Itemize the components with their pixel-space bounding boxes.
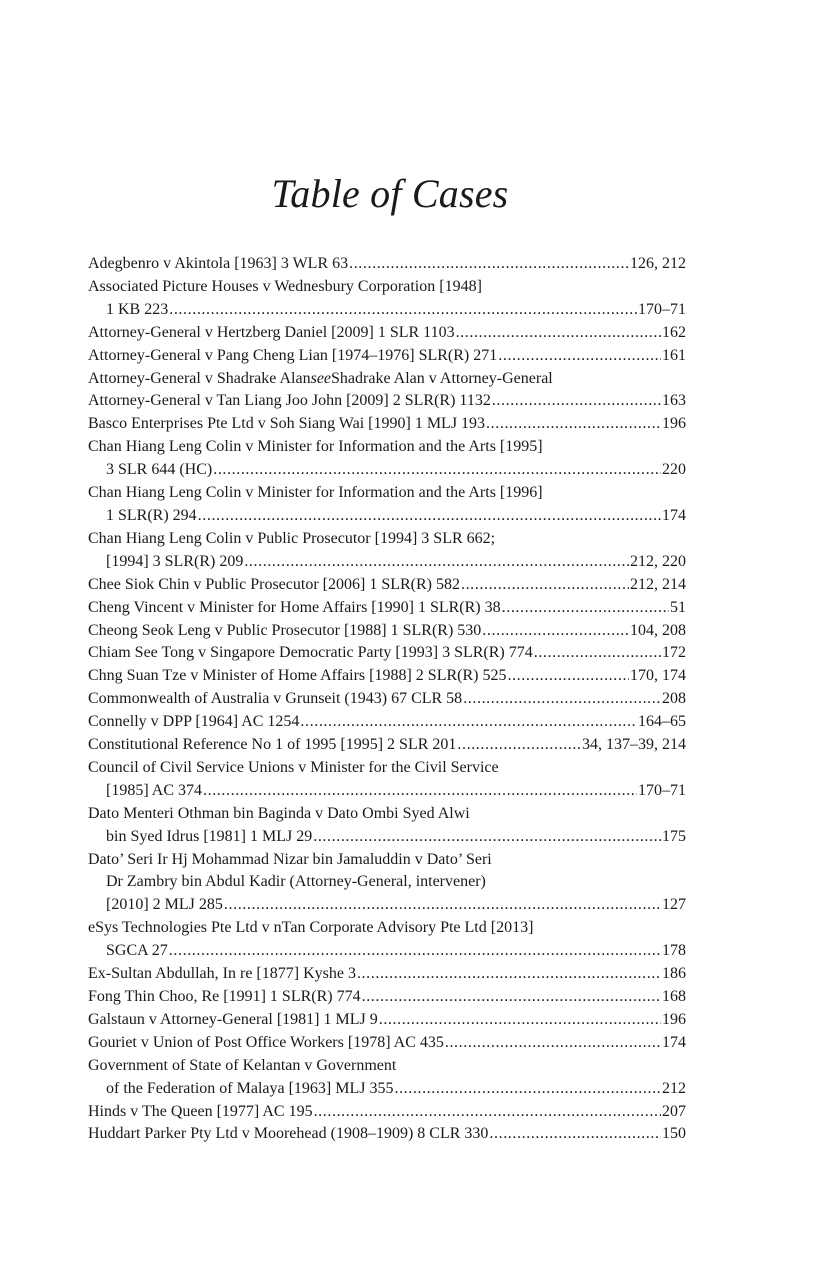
dot-leader	[224, 894, 661, 917]
case-citation-text: Constitutional Reference No 1 of 1995 [1995] 2 SLR 201	[88, 736, 457, 754]
case-citation-line	[88, 413, 686, 436]
case-entry	[88, 688, 686, 711]
case-entry	[88, 620, 686, 643]
case-entry	[88, 574, 686, 597]
case-citation-continuation	[88, 551, 686, 574]
case-citation-line	[88, 711, 686, 734]
page-references: 51	[670, 598, 686, 616]
case-citation-continuation	[88, 299, 686, 322]
case-citation-text: 3 SLR 644 (HC)	[106, 461, 213, 479]
case-entry	[88, 986, 686, 1009]
case-entry	[88, 963, 686, 986]
case-citation-continuation	[88, 871, 686, 894]
case-citation-line	[88, 734, 686, 757]
case-citation-continuation	[88, 826, 686, 849]
case-entry	[88, 390, 686, 413]
page-references: 212	[662, 1079, 686, 1097]
case-citation-line	[88, 322, 686, 345]
see-reference-case: Shadrake Alan v Attorney-General	[331, 369, 553, 387]
case-citation-text: Commonwealth of Australia v Grunseit (1943) 67 CLR 58	[88, 690, 463, 708]
case-citation-text: Connelly v DPP [1964] AC 1254	[88, 713, 300, 731]
case-citation-line	[88, 688, 686, 711]
dot-leader	[314, 1101, 661, 1124]
case-citation-continuation	[88, 894, 686, 917]
page-references: 186	[662, 965, 686, 983]
table-of-cases	[88, 253, 686, 1146]
page-references: 196	[662, 1010, 686, 1028]
dot-leader	[461, 574, 629, 597]
case-entry	[88, 849, 686, 918]
case-entry	[88, 1055, 686, 1101]
case-citation-line	[88, 757, 686, 780]
case-citation-text: Dr Zambry bin Abdul Kadir (Attorney-General, intervener)	[106, 873, 486, 891]
case-citation-text: Adegbenro v Akintola [1963] 3 WLR 63	[88, 255, 349, 272]
case-entry	[88, 917, 686, 963]
case-citation-text: [1994] 3 SLR(R) 209	[106, 552, 244, 570]
case-citation-text: Galstaun v Attorney-General [1981] 1 MLJ 9	[88, 1010, 378, 1028]
case-citation-text: Cheong Seok Leng v Public Prosecutor [1988] 1 SLR(R) 530	[88, 621, 482, 639]
case-entry	[88, 482, 686, 528]
case-citation-line	[88, 574, 686, 597]
page-references: 127	[662, 896, 686, 914]
dot-leader	[300, 711, 637, 734]
page-references: 168	[662, 988, 686, 1005]
case-citation-line	[88, 528, 686, 551]
page-references: 164–65	[638, 713, 686, 731]
case-citation-line	[88, 620, 686, 643]
case-citation-text: Attorney-General v Pang Cheng Lian [1974–1976] SLR(R) 271	[88, 346, 498, 364]
case-entry	[88, 1101, 686, 1124]
case-entry	[88, 276, 686, 322]
case-citation-continuation	[88, 780, 686, 803]
case-citation-text: Chan Hiang Leng Colin v Minister for Information and the Arts [1995]	[88, 438, 543, 456]
page-references: 207	[662, 1102, 686, 1120]
case-citation-line	[88, 1123, 686, 1146]
case-citation-line	[88, 276, 686, 299]
dot-leader	[198, 505, 661, 528]
case-citation-line	[88, 436, 686, 459]
case-citation-line	[88, 665, 686, 688]
dot-leader	[486, 413, 661, 436]
page-references: 162	[662, 323, 686, 341]
page-references: 175	[662, 827, 686, 845]
case-entry	[88, 642, 686, 665]
case-citation-text: Chng Suan Tze v Minister of Home Affairs [1988] 2 SLR(R) 525	[88, 667, 507, 685]
case-citation-line	[88, 1032, 686, 1055]
case-citation-text: Associated Picture Houses v Wednesbury Corporation [1948]	[88, 277, 482, 295]
page-references: 174	[662, 1033, 686, 1051]
case-citation-text: Fong Thin Choo, Re [1991] 1 SLR(R) 774	[88, 988, 361, 1005]
case-citation-line	[88, 1055, 686, 1078]
dot-leader	[502, 597, 669, 620]
dot-leader	[507, 665, 629, 688]
case-citation-line	[88, 390, 686, 413]
case-citation-text: Dato’ Seri Ir Hj Mohammad Nizar bin Jamaluddin v Dato’ Seri	[88, 850, 492, 868]
page-references: 126, 212	[630, 255, 686, 272]
case-citation-text: Ex-Sultan Abdullah, In re [1877] Kyshe 3	[88, 965, 356, 983]
dot-leader	[362, 986, 661, 1009]
dot-leader	[457, 734, 581, 757]
case-citation-line	[88, 253, 686, 276]
case-citation-text: [1985] AC 374	[106, 781, 202, 799]
case-citation-text: Attorney-General v Hertzberg Daniel [2009] 1 SLR 1103	[88, 323, 455, 341]
case-citation-text: eSys Technologies Pte Ltd v nTan Corporate Advisory Pte Ltd [2013]	[88, 919, 534, 937]
case-citation-line	[88, 917, 686, 940]
page-references: 161	[662, 346, 686, 364]
case-entry	[88, 528, 686, 574]
case-entry	[88, 253, 686, 276]
dot-leader	[349, 253, 629, 276]
case-entry	[88, 436, 686, 482]
case-citation-line	[88, 963, 686, 986]
case-citation-text: 1 SLR(R) 294	[106, 506, 197, 524]
page-references: 34, 137–39, 214	[582, 736, 686, 754]
case-citation-line	[88, 849, 686, 872]
case-citation-text: Chan Hiang Leng Colin v Public Prosecutor [1994] 3 SLR 662;	[88, 529, 496, 547]
dot-leader	[489, 1123, 661, 1146]
case-citation-line	[88, 368, 686, 391]
page-references: 208	[662, 690, 686, 708]
page-references: 212, 220	[630, 552, 686, 570]
page-references: 172	[662, 644, 686, 662]
dot-leader	[169, 940, 661, 963]
case-citation-line	[88, 1101, 686, 1124]
page-references: 178	[662, 942, 686, 960]
dot-leader	[534, 642, 661, 665]
case-citation-continuation	[88, 459, 686, 482]
case-entry	[88, 1123, 686, 1146]
dot-leader	[394, 1078, 661, 1101]
case-citation-text: [2010] 2 MLJ 285	[106, 896, 223, 914]
case-citation-text: Gouriet v Union of Post Office Workers [1978] AC 435	[88, 1033, 444, 1051]
case-entry	[88, 368, 686, 391]
case-citation-text: Hinds v The Queen [1977] AC 195	[88, 1102, 313, 1120]
page-references: 220	[662, 461, 686, 479]
page-references: 170–71	[638, 781, 686, 799]
case-entry	[88, 1032, 686, 1055]
case-citation-continuation	[88, 940, 686, 963]
page-references: 174	[662, 506, 686, 524]
case-citation-text: bin Syed Idrus [1981] 1 MLJ 29	[106, 827, 313, 845]
case-citation-line	[88, 803, 686, 826]
case-citation-line	[88, 986, 686, 1009]
case-entry	[88, 1009, 686, 1032]
case-citation-text: SGCA 27	[106, 942, 168, 960]
dot-leader	[456, 322, 661, 345]
case-citation-text: Chiam See Tong v Singapore Democratic Party [1993] 3 SLR(R) 774	[88, 644, 533, 662]
case-citation-line	[88, 597, 686, 620]
page-references: 170–71	[638, 300, 686, 318]
case-citation-continuation	[88, 1078, 686, 1101]
dot-leader	[498, 345, 661, 368]
page-references: 104, 208	[630, 621, 686, 639]
case-citation-continuation	[88, 505, 686, 528]
dot-leader	[445, 1032, 661, 1055]
dot-leader	[244, 551, 629, 574]
dot-leader	[379, 1009, 661, 1032]
case-entry	[88, 803, 686, 849]
page-references: 163	[662, 392, 686, 410]
page-references: 212, 214	[630, 575, 686, 593]
dot-leader	[313, 826, 661, 849]
dot-leader	[463, 688, 661, 711]
dot-leader	[213, 459, 661, 482]
case-entry	[88, 322, 686, 345]
case-citation-line	[88, 642, 686, 665]
case-entry	[88, 597, 686, 620]
case-entry	[88, 734, 686, 757]
case-citation-text: Government of State of Kelantan v Government	[88, 1056, 397, 1074]
dot-leader	[492, 390, 661, 413]
case-citation-text: Cheng Vincent v Minister for Home Affairs [1990] 1 SLR(R) 38	[88, 598, 501, 616]
case-citation-text: Basco Enterprises Pte Ltd v Soh Siang Wai [1990] 1 MLJ 193	[88, 415, 486, 433]
page-references: 170, 174	[630, 667, 686, 685]
see-reference-marker: see	[310, 369, 332, 387]
case-citation-text: Dato Menteri Othman bin Baginda v Dato Ombi Syed Alwi	[88, 804, 470, 822]
case-citation-text: Council of Civil Service Unions v Minister for the Civil Service	[88, 758, 499, 776]
case-citation-text: Chan Hiang Leng Colin v Minister for Information and the Arts [1996]	[88, 484, 543, 502]
case-citation-line	[88, 482, 686, 505]
page-references: 150	[662, 1125, 686, 1143]
case-citation-text: of the Federation of Malaya [1963] MLJ 355	[106, 1079, 394, 1097]
case-citation-text: Attorney-General v Tan Liang Joo John [2009] 2 SLR(R) 1132	[88, 392, 491, 410]
case-entry	[88, 665, 686, 688]
case-citation-text: Chee Siok Chin v Public Prosecutor [2006] 1 SLR(R) 582	[88, 575, 460, 593]
case-entry	[88, 413, 686, 436]
case-citation-line	[88, 1009, 686, 1032]
case-entry	[88, 711, 686, 734]
dot-leader	[482, 620, 629, 643]
case-entry	[88, 345, 686, 368]
dot-leader	[203, 780, 637, 803]
case-citation-text: Attorney-General v Shadrake Alan	[88, 369, 311, 387]
dot-leader	[357, 963, 661, 986]
case-entry	[88, 757, 686, 803]
page-references: 196	[662, 415, 686, 433]
case-citation-text: Huddart Parker Pty Ltd v Moorehead (1908–1909) 8 CLR 330	[88, 1125, 489, 1143]
case-citation-line	[88, 345, 686, 368]
case-citation-text: 1 KB 223	[106, 300, 169, 318]
dot-leader	[169, 299, 637, 322]
page-title: Table of Cases	[271, 171, 509, 216]
